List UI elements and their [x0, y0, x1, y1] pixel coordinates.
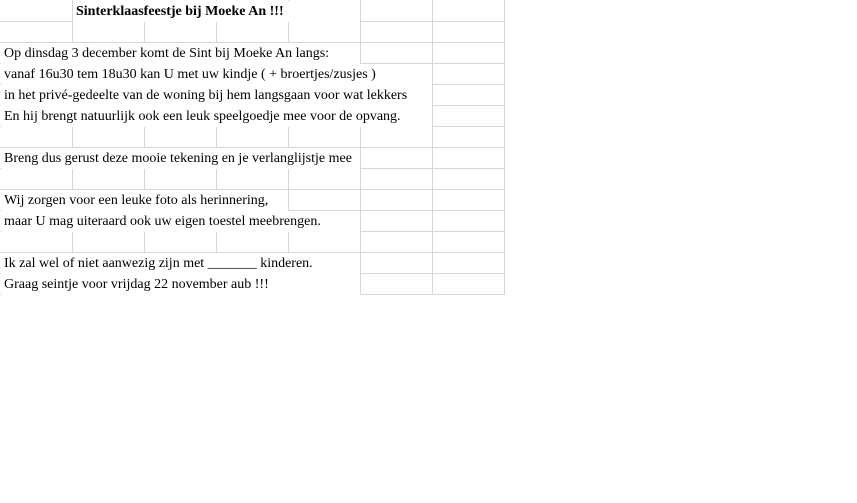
grid-col-line	[504, 0, 505, 295]
text-row-time[interactable]: vanaf 16u30 tem 18u30 kan U met uw kindje ( + broertjes/zusjes )	[1, 64, 432, 85]
text-row-camera[interactable]: maar U mag uiteraard ook uw eigen toestel meebrengen.	[1, 211, 360, 232]
spreadsheet-grid	[0, 0, 505, 295]
grid-col-line	[432, 0, 433, 295]
text-row-location[interactable]: in het privé-gedeelte van de woning bij hem langsgaan voor wat lekkers	[1, 85, 432, 106]
text-row-gift[interactable]: En hij brengt natuurlijk ook een leuk speelgoedje mee voor de opvang.	[1, 106, 432, 127]
sheet-title[interactable]: Sinterklaasfeestje bij Moeke An !!!	[73, 1, 360, 22]
text-row-invitation[interactable]: Op dinsdag 3 december komt de Sint bij Moeke An langs:	[1, 43, 360, 64]
text-row-drawing[interactable]: Breng dus gerust deze mooie tekening en je verlanglijstje mee	[1, 148, 360, 169]
text-row-deadline[interactable]: Graag seintje voor vrijdag 22 november aub !!!	[1, 274, 360, 295]
text-row-photo[interactable]: Wij zorgen voor een leuke foto als herinnering,	[1, 190, 288, 211]
text-row-attendance[interactable]: Ik zal wel of niet aanwezig zijn met _______ kinderen.	[1, 253, 360, 274]
grid-col-line	[360, 0, 361, 295]
